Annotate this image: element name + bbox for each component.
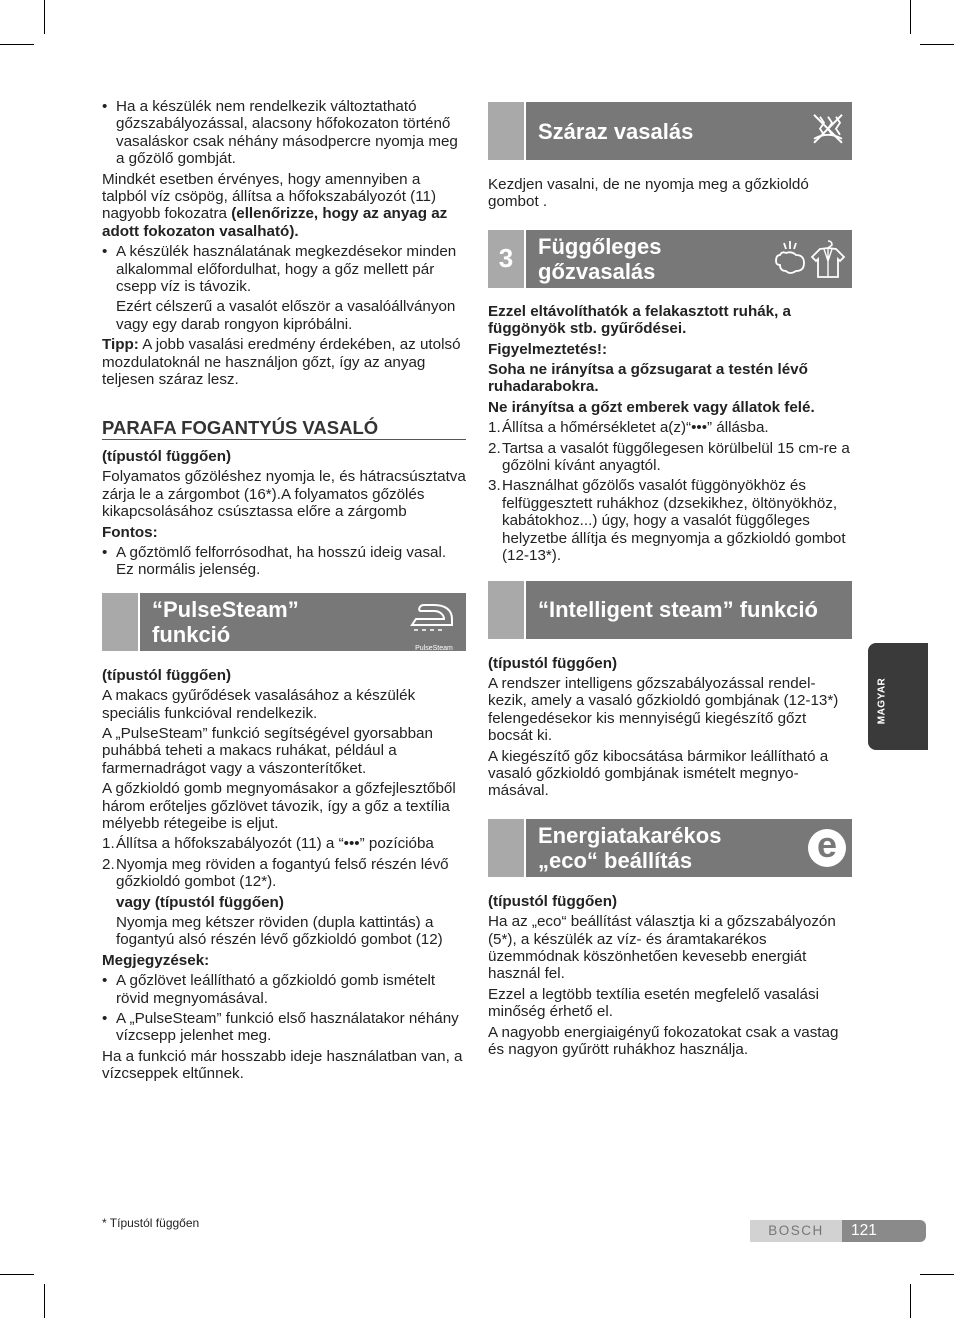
section-bar-intelligent-steam (488, 581, 852, 639)
text: Nyomja meg röviden a fogantyú felső részén lévő gőzkioldó gombot (12*). (116, 855, 449, 891)
crop-mark (0, 44, 34, 45)
list-item (102, 243, 466, 333)
brand-label: BOSCH (750, 1220, 842, 1242)
paragraph: A „PulseSteam” funkció segítségével gyorsabban puhábbá teheti a makacs ruhákat, például a farmernadrágot vagy a vászonterítőket. (102, 724, 433, 777)
warning-text: Ne irányítsa a gőzt emberek vagy állatok felé. (488, 398, 815, 416)
list-item (488, 419, 852, 436)
model-note: (típustól függően) (488, 892, 618, 910)
tip-paragraph (102, 336, 466, 388)
list-number: 2. (102, 855, 115, 873)
vertical-steam-icon (772, 239, 846, 279)
paragraph: A nagyobb energiaigényű fokozatokat csak a vastag és nagyon gyűrött ruhákhoz használja. (488, 1023, 839, 1058)
paragraph: Kezdjen vasalni, de ne nyomja meg a gőzkioldó gombot . (488, 176, 809, 211)
list-item: • A gőzlövet leállítható a gőzkioldó gomb ismételt rövid megnyomásával. (102, 972, 466, 1007)
list-item (102, 856, 466, 949)
paragraph (102, 171, 466, 241)
text: Tartsa a vasalót függőlegesen körülbelül 15 cm-re a gőzölni kívánt anyagtól. (502, 439, 850, 475)
section-title: Függőleges gőzvasalás (538, 233, 662, 284)
page-number: 121 (842, 1220, 926, 1242)
crop-mark (0, 1274, 34, 1275)
section-heading: PARAFA FOGANTYÚS VASALÓ (102, 419, 466, 440)
section-tab (488, 581, 526, 639)
bullet-list (102, 243, 466, 333)
right-column (488, 102, 852, 1061)
paragraph: Ha a funkció már hosszabb ideje használatban van, a vízcseppek eltűnnek. (102, 1047, 463, 1083)
section-tab (102, 593, 140, 651)
no-steam-icon (810, 111, 846, 151)
list-number: 3. (488, 477, 501, 495)
paragraph: A gőzkioldó gomb megnyomásakor a gőzfejlesztőből három erőteljes gőzlövet távozik, így a gőz a textília mélyebb rétegeibe is eljut. (102, 780, 456, 832)
section-title: Energiatakarékos „eco“ beállítás (538, 822, 722, 873)
paragraph: A kiegészítő gőz kibocsátása bármikor leállítható a vasaló gőzkioldó gombjának ismételt megnyo-másával. (488, 747, 829, 800)
model-note: (típustól függően) (102, 447, 232, 465)
language-tab (868, 643, 928, 750)
section-title: Száraz vasalás (538, 118, 694, 144)
crop-mark (44, 0, 45, 34)
iron-icon (408, 595, 460, 635)
list-item: • A „PulseSteam” funkció első használatakor néhány vízcsepp jelenhet meg. (102, 1010, 466, 1045)
left-column (102, 98, 466, 1086)
paragraph: Ha az „eco“ beállítást választja ki a gőzszabályozón (5*), a készülék az víz- és áramtakarékos üzemmódnak köszönhetően kevesebb energiát használ fel. (488, 913, 836, 983)
bullet-list (102, 98, 466, 168)
warning-text: Soha ne irányítsa a gőzsugarat a testén lévő ruhadarabokra. (488, 361, 808, 396)
list-number: 1. (102, 835, 115, 853)
model-note: (típustól függően) (102, 666, 232, 684)
warning-label: Figyelmeztetés!: (488, 340, 608, 358)
or-note: vagy (típustól függően) (116, 893, 284, 911)
text: Használhat gőzölős vasalót függönyökhöz és felfüggesztett ruhákhoz (dzsekikhez, öltönyökhöz, kabátokhoz...) úgy, hogy a vasalót függőleges helyzetbe állítja és megnyomja a gőzkioldó gombot (12-13*). (502, 477, 846, 565)
section-tab (488, 102, 526, 160)
tip-text: A jobb vasalási eredmény érdekében, az utolsó mozdulatoknál ne használjon gőzt, így az anyag teljesen száraz lesz. (102, 336, 461, 389)
text: A készülék használatának megkezdésekor minden alkalommal előfordulhat, hogy a gőz mellett pár csepp víz is távozik. (116, 243, 457, 296)
section-bar-vertical-steam (488, 230, 852, 288)
important-label: Fontos: (102, 523, 158, 541)
list-item (488, 477, 852, 564)
numbered-list (102, 835, 466, 948)
list-item-continuation: Ezért célszerű a vasalót először a vasalóállványon vagy egy darab rongyon kipróbálni. (116, 298, 456, 333)
section-title: “PulseSteam” funkció (152, 596, 299, 647)
section-title: “Intelligent steam” funkció (538, 597, 818, 622)
model-note: (típustól függően) (488, 654, 618, 672)
crop-mark (910, 0, 911, 34)
bold-text: (ellenőrizze, hogy az anyag az adott fokozaton vasalható). (102, 205, 448, 240)
text: Állítsa a hőmérsékletet a(z)“•••” állásba. (502, 419, 769, 437)
list-number: 2. (488, 439, 501, 457)
intro-paragraph: Ezzel eltávolíthatók a felakasztott ruhák, a függönyök stb. gyűrődései. (488, 302, 792, 338)
steam-cloud-icon (772, 239, 808, 279)
list-number: 1. (488, 419, 501, 437)
paragraph: Ezzel a legtöbb textília esetén megfelelő vasalási minőség érhető el. (488, 985, 819, 1021)
list-item: • Ha a készülék nem rendelkezik változtatható gőzszabályozással, alacsony hőfokozaton történő vasaláskor csak néhány másodpercre nyomja meg a gőzölő gombját. (102, 98, 466, 168)
list-item: • A gőztömlő felforrósodhat, ha hosszú ideig vasal. Ez normális jelenség. (102, 544, 466, 579)
paragraph: A rendszer intelligens gőzszabályozással rendel-kezik, amely a vasaló gőzkioldó gombjának (12-13*) felengedésekor kis mennyiségű kiegészítő gőzt bocsát ki. (488, 674, 839, 745)
eco-icon-letter: e (816, 823, 838, 865)
crop-mark (920, 1274, 954, 1275)
notes-label: Megjegyzések: (102, 951, 210, 969)
bullet-list (102, 544, 466, 579)
bullet-list (102, 972, 466, 1045)
section-number: 3 (488, 230, 526, 288)
list-item (488, 440, 852, 475)
crop-mark (910, 1284, 911, 1318)
language-label: MAGYAR (876, 677, 888, 725)
section-bar-pulsesteam (102, 593, 466, 651)
icon-label: PulseSteam (415, 645, 453, 653)
list-item-continuation: Nyomja meg kétszer röviden (dupla kattintás) a fogantyú alsó részén lévő gőzkioldó gombot (12) (116, 914, 443, 949)
section-bar-dry-ironing (488, 102, 852, 160)
eco-icon (808, 823, 846, 867)
section-bar-eco (488, 819, 852, 877)
crop-mark (44, 1284, 45, 1318)
pulsesteam-icon (408, 595, 460, 653)
section-tab (488, 819, 526, 877)
crop-mark (920, 44, 954, 45)
text: Mindkét esetben érvényes, hogy amennyiben a talpból víz csöpög, állítsa a hőfokszabályozót (11) nagyobb fokozatra (102, 170, 437, 223)
paragraph: Folyamatos gőzöléshez nyomja le, és hátracsúsztatva zárja le a zárgombot (16*).A folyamatos gőzölés kikapcsolásához csúsztassa előre a zárgomb (102, 468, 466, 521)
list-item (102, 835, 466, 852)
text: Állítsa a hőfokszabályozót (11) a “•••” pozícióba (116, 835, 434, 853)
tip-label: Tipp: (102, 336, 139, 354)
numbered-list (488, 419, 852, 564)
jacket-on-hanger-icon (810, 239, 846, 279)
paragraph: A makacs gyűrődések vasalásához a készülék speciális funkcióval rendelkezik. (102, 687, 416, 722)
footnote: * Típustól függően (102, 1216, 200, 1230)
